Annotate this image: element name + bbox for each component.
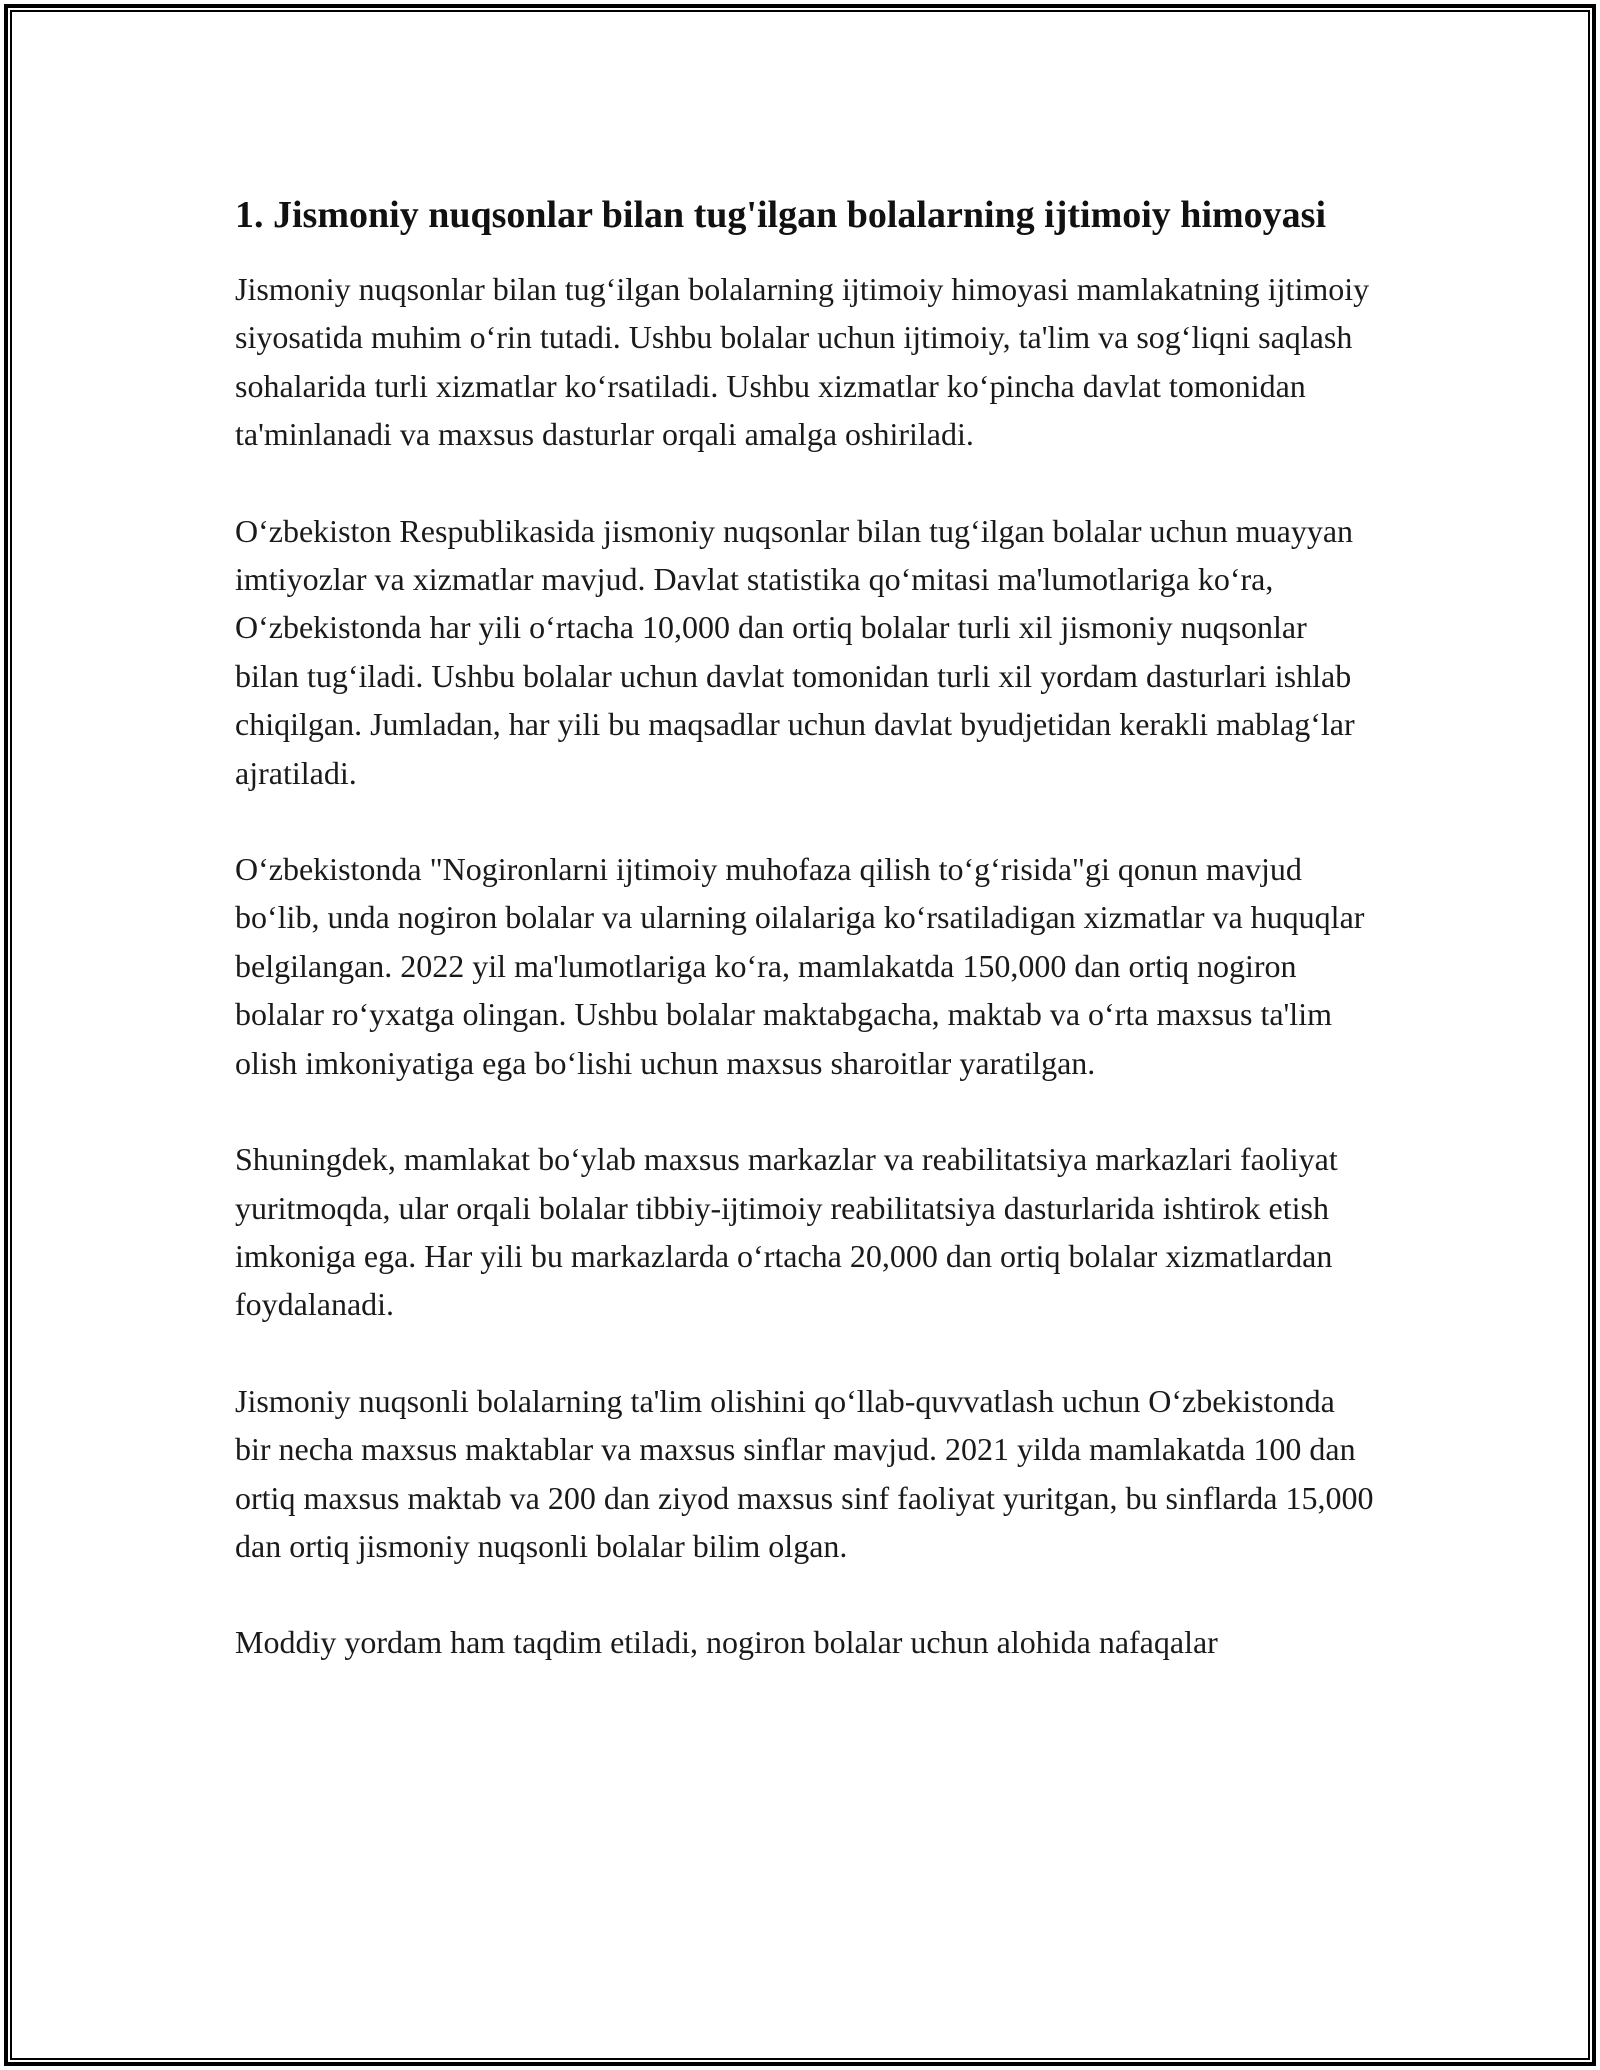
section-heading: 1. Jismoniy nuqsonlar bilan tug'ilgan bolalarning ijtimoiy himoyasi — [235, 194, 1326, 236]
document-body — [235, 188, 1375, 1667]
paragraph-6: Moddiy yordam ham taqdim etiladi, nogiron bolalar uchun alohida nafaqalar — [235, 1624, 1218, 1661]
paragraph-3: O‘zbekistonda "Nogironlarni ijtimoiy muhofaza qilish to‘g‘risida"gi qonun mavjud bo‘lib, unda nogiron bolalar va ularning oilalariga ko‘rsatiladigan xizmatlar va huquqlar belgilangan. 2022 yil ma'lumotlariga ko‘ra, mamlakatda 150,000 dan ortiq nogiron bolalar ro‘yxatga olingan. Ushbu bolalar maktabgacha, maktab va o‘rta maxsus ta'lim olish imkoniyatiga ega bo‘lishi uchun maxsus sharoitlar yaratilgan. — [235, 851, 1365, 1081]
paragraph-4: Shuningdek, mamlakat bo‘ylab maxsus markazlar va reabilitatsiya markazlari faoliyat yuritmoqda, ular orqali bolalar tibbiy-ijtimoiy reabilitatsiya dasturlarida ishtirok etish imkoniga ega. Har yili bu markazlarda o‘rtacha 20,000 dan ortiq bolalar xizmatlardan foydalanadi. — [235, 1141, 1338, 1323]
paragraph-1: Jismoniy nuqsonlar bilan tug‘ilgan bolalarning ijtimoiy himoyasi mamlakatning ijtimoiy siyosatida muhim o‘rin tutadi. Ushbu bolalar uchun ijtimoiy, ta'lim va sog‘liqni saqlash sohalarida turli xizmatlar ko‘rsatiladi. Ushbu xizmatlar ko‘pincha davlat tomonidan ta'minlanadi va maxsus dasturlar orqali amalga oshiriladi. — [235, 271, 1370, 453]
paragraph-5: Jismoniy nuqsonli bolalarning ta'lim olishini qo‘llab-quvvatlash uchun O‘zbekistonda bir necha maxsus maktablar va maxsus sinflar mavjud. 2021 yilda mamlakatda 100 dan ortiq maxsus maktab va 200 dan ziyod maxsus sinf faoliyat yuritgan, bu sinflarda 15,000 dan ortiq jismoniy nuqsonli bolalar bilim olgan. — [235, 1382, 1374, 1564]
paragraph-2: O‘zbekiston Respublikasida jismoniy nuqsonlar bilan tug‘ilgan bolalar uchun muayyan imtiyozlar va xizmatlar mavjud. Davlat statistika qo‘mitasi ma'lumotlariga ko‘ra, O‘zbekistonda har yili o‘rtacha 10,000 dan ortiq bolalar turli xil jismoniy nuqsonlar bilan tug‘iladi. Ushbu bolalar uchun davlat tomonidan turli xil yordam dasturlari ishlab chiqilgan. Jumladan, har yili bu maqsadlar uchun davlat byudjetidan kerakli mablag‘lar ajratiladi. — [235, 512, 1355, 791]
